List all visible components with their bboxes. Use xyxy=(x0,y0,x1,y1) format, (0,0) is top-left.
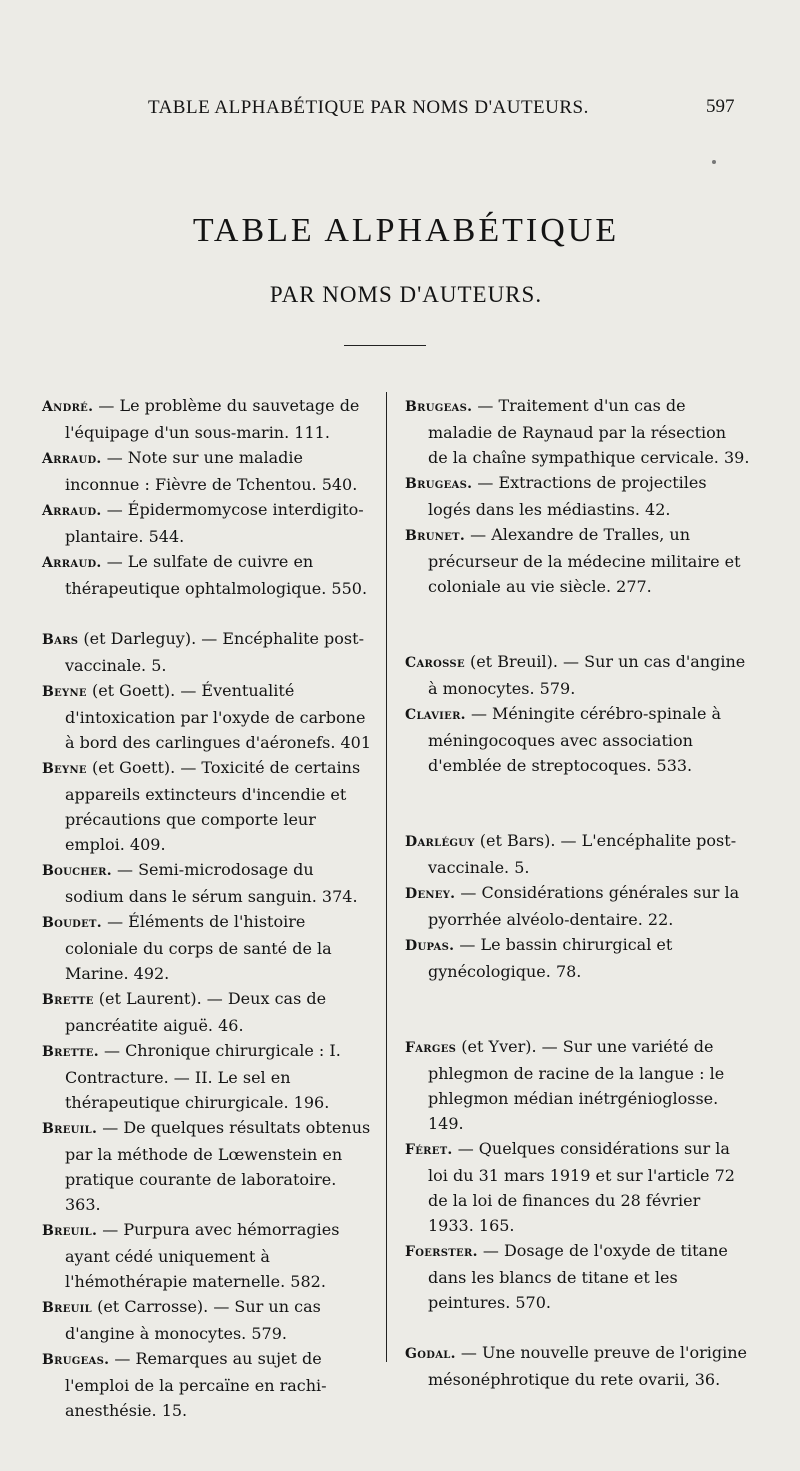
entry-author: Dupas. xyxy=(405,938,455,954)
entry-author: Foerster. xyxy=(405,1244,478,1260)
entry-text: — Le sulfate de cuivre en thérapeutique ophtalmologique. 550. xyxy=(65,552,368,598)
entry-author: Boudet. xyxy=(42,915,102,931)
entry-text: — Le bassin chirurgical et gynécologique. 78. xyxy=(428,935,673,981)
entry-author: Féret. xyxy=(405,1142,453,1158)
entry-text: — Traitement d'un cas de maladie de Raynaud par la résection de la chaîne sympathique cervicale. 39. xyxy=(428,396,750,467)
entry-author: Bars xyxy=(42,632,79,648)
entry-text: — Épidermomycose interdigito-plantaire. 544. xyxy=(65,500,364,546)
entry-text: — Note sur une maladie inconnue : Fièvre de Tchentou. 540. xyxy=(65,448,358,494)
entry-author: Arraud. xyxy=(42,503,102,519)
index-entry xyxy=(42,445,372,497)
entry-author: Brette xyxy=(42,992,94,1008)
entry-author: Arraud. xyxy=(42,555,102,571)
index-entry xyxy=(42,1346,372,1423)
main-title: TABLE ALPHABÉTIQUE xyxy=(192,212,620,249)
entry-text: — Purpura avec hémorragies ayant cédé uniquement à l'hémothérapie maternelle. 582. xyxy=(65,1220,340,1291)
entry-text: — Alexandre de Tralles, un précurseur de la médecine militaire et coloniale au vie siècle. 277. xyxy=(428,525,741,596)
index-entry xyxy=(405,932,750,984)
entry-author: Godal. xyxy=(405,1346,456,1362)
index-entry xyxy=(405,880,750,932)
index-entry xyxy=(405,1034,750,1136)
index-entry xyxy=(405,522,750,599)
letter-gap xyxy=(42,601,372,626)
index-entry xyxy=(42,1115,372,1217)
entry-author: Brugeas. xyxy=(405,399,473,415)
sub-title: PAR NOMS D'AUTEURS. xyxy=(269,282,543,307)
entry-author: André. xyxy=(42,399,94,415)
entry-text: — Le problème du sauvetage de l'équipage d'un sous-marin. 111. xyxy=(65,396,360,442)
index-entry xyxy=(405,393,750,470)
entry-author: Brugeas. xyxy=(42,1352,110,1368)
entry-author: Carosse xyxy=(405,655,465,671)
right-column xyxy=(405,393,750,1392)
entry-text: — Quelques considérations sur la loi du 31 mars 1919 et sur l'article 72 de la loi de finances du 28 février 1933. 165. xyxy=(428,1139,735,1235)
entry-text: — Considérations générales sur la pyorrhée alvéolo-dentaire. 22. xyxy=(428,883,740,929)
index-entry xyxy=(405,470,750,522)
entry-text: (et Darleguy). — Encéphalite post-vaccinale. 5. xyxy=(65,629,364,675)
entry-text: (et Yver). — Sur une variété de phlegmon de racine de la langue : le phlegmon médian inétrgénioglosse. 149. xyxy=(428,1037,725,1133)
print-speck xyxy=(712,160,716,164)
index-entry xyxy=(42,755,372,857)
entry-author: Darléguy xyxy=(405,834,475,850)
column-divider xyxy=(386,392,387,1362)
entry-text: — Chronique chirurgicale : I. Contracture. — II. Le sel en thérapeutique chirurgicale. 196. xyxy=(65,1041,341,1112)
entry-text: — Une nouvelle preuve de l'origine mésonéphrotique du rete ovarii, 36. xyxy=(428,1343,747,1389)
letter-gap xyxy=(405,599,750,649)
index-entry xyxy=(42,909,372,986)
index-entry xyxy=(42,857,372,909)
entry-author: Deney. xyxy=(405,886,456,902)
entry-author: Breuil. xyxy=(42,1223,98,1239)
index-entry xyxy=(405,1340,750,1392)
entry-author: Clavier. xyxy=(405,707,466,723)
left-column xyxy=(42,393,372,1423)
entry-text: (et Carrosse). — Sur un cas d'angine à monocytes. 579. xyxy=(65,1297,321,1343)
index-entry xyxy=(405,1238,750,1315)
entry-text: — Dosage de l'oxyde de titane dans les blancs de titane et les peintures. 570. xyxy=(428,1241,728,1312)
running-head: TABLE ALPHABÉTIQUE PAR NOMS D'AUTEURS. xyxy=(148,97,589,118)
entry-author: Breuil xyxy=(42,1300,92,1316)
entry-text: (et Laurent). — Deux cas de pancréatite aiguë. 46. xyxy=(65,989,327,1035)
entry-text: (et Goett). — Toxicité de certains appareils extincteurs d'incendie et précautions que comporte leur emploi. 409. xyxy=(65,758,361,854)
entry-author: Brugeas. xyxy=(405,476,473,492)
entry-text: — Éléments de l'histoire coloniale du corps de santé de la Marine. 492. xyxy=(65,912,332,983)
entry-author: Brunet. xyxy=(405,528,466,544)
entry-text: — Extractions de projectiles logés dans les médiastins. 42. xyxy=(428,473,707,519)
index-entry xyxy=(42,497,372,549)
entry-text: — De quelques résultats obtenus par la méthode de Lœwenstein en pratique courante de laboratoire. 363. xyxy=(65,1118,371,1214)
entry-author: Farges xyxy=(405,1040,457,1056)
index-entry xyxy=(42,1038,372,1115)
title-rule xyxy=(344,345,426,346)
letter-gap xyxy=(405,984,750,1034)
index-entry xyxy=(42,626,372,678)
index-entry xyxy=(42,549,372,601)
index-entry xyxy=(405,1136,750,1238)
index-entry xyxy=(405,701,750,778)
entry-author: Boucher. xyxy=(42,863,112,879)
entry-author: Beyne xyxy=(42,761,87,777)
entry-text: — Méningite cérébro-spinale à méningocoques avec association d'emblée de streptocoques. 533. xyxy=(428,704,722,775)
entry-text: (et Breuil). — Sur un cas d'angine à monocytes. 579. xyxy=(428,652,746,698)
entry-text: (et Bars). — L'encéphalite post-vaccinale. 5. xyxy=(428,831,737,877)
entry-text: — Remarques au sujet de l'emploi de la percaïne en rachi-anesthésie. 15. xyxy=(65,1349,327,1420)
index-entry xyxy=(42,1217,372,1294)
entry-author: Brette. xyxy=(42,1044,99,1060)
index-entry xyxy=(42,986,372,1038)
entry-text: — Semi-microdosage du sodium dans le sérum sanguin. 374. xyxy=(65,860,358,906)
entry-author: Beyne xyxy=(42,684,87,700)
index-entry xyxy=(405,649,750,701)
entry-author: Breuil. xyxy=(42,1121,98,1137)
entry-text: (et Goett). — Éventualité d'intoxication par l'oxyde de carbone à bord des carlingues d'aéronefs. 401 xyxy=(65,681,372,752)
index-entry xyxy=(42,393,372,445)
index-entry xyxy=(42,1294,372,1346)
letter-gap xyxy=(405,778,750,828)
entry-author: Arraud. xyxy=(42,451,102,467)
index-entry xyxy=(42,678,372,755)
page-number: 597 xyxy=(706,96,735,117)
index-entry xyxy=(405,828,750,880)
letter-gap xyxy=(405,1315,750,1340)
